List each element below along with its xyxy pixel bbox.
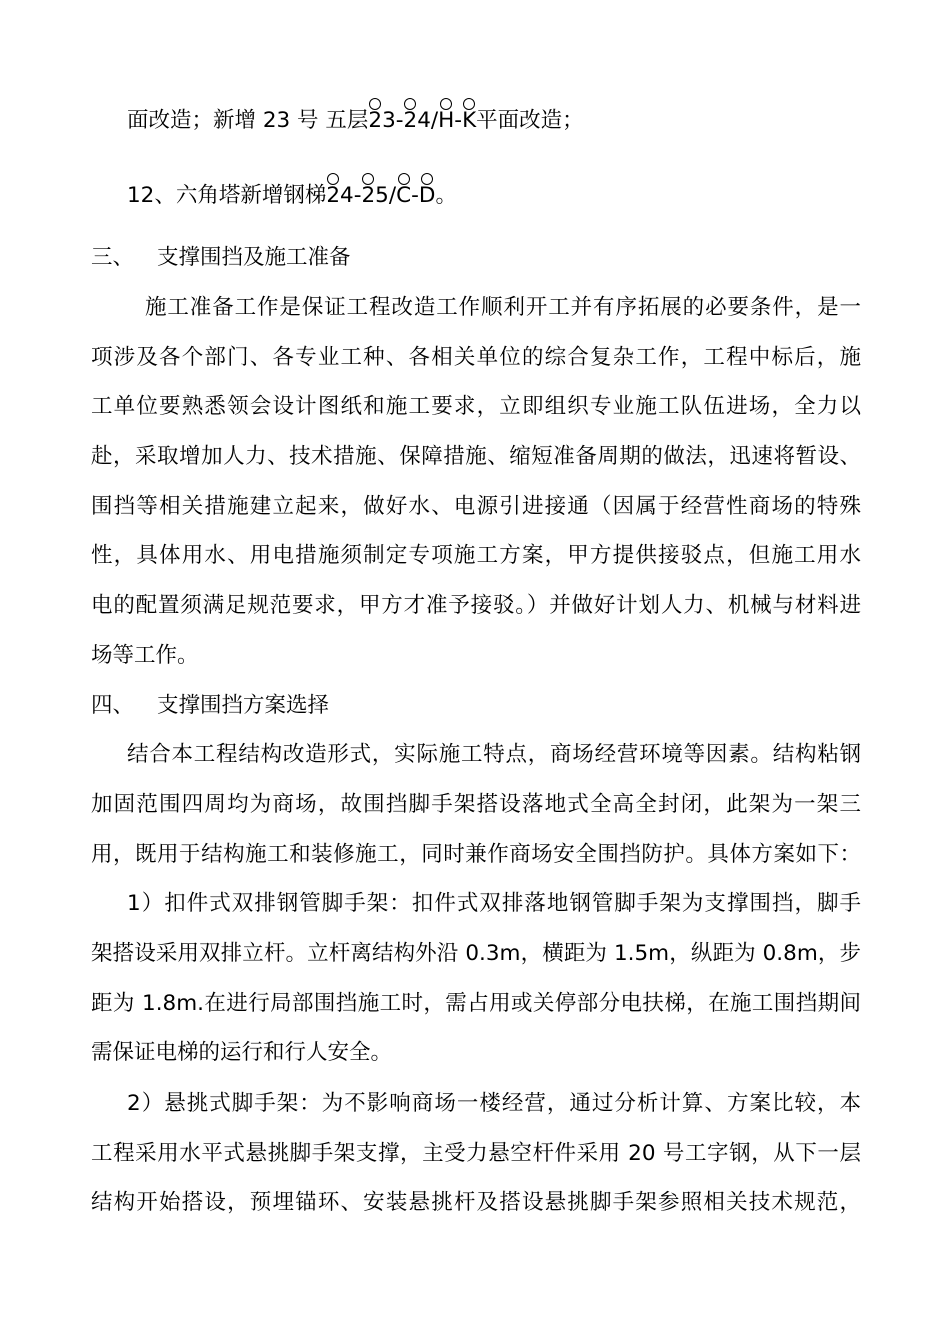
list-item-line: 工程采用水平式悬挑脚手架支撑，主受力悬空杆件采用 20 号工字钢，从下一层: [91, 1141, 861, 1166]
paragraph-line: 加固范围四周均为商场，故围挡脚手架搭设落地式全高全封闭，此架为一架三: [91, 792, 861, 817]
axis-marker: C: [396, 183, 412, 208]
text-fragment: 。: [435, 183, 457, 208]
text-fragment: 平面改造；: [476, 108, 584, 133]
paragraph-line: 赴，采取增加人力、技术措施、保障措施、缩短准备周期的做法，迅速将暂设、: [91, 444, 861, 469]
paragraph-line: 用，既用于结构施工和装修施工，同时兼作商场安全围挡防护。具体方案如下：: [91, 842, 861, 867]
list-item-line: 1）扣件式双排钢管脚手架：扣件式双排落地钢管脚手架为支撑围挡，脚手: [127, 891, 861, 916]
axis-marker: 2: [368, 108, 383, 133]
axis-marker: K: [462, 108, 477, 133]
paragraph-line: 项涉及各个部门、各专业工种、各相关单位的综合复杂工作，工程中标后，施: [91, 345, 861, 370]
paragraph-line: 工单位要熟悉领会设计图纸和施工要求，立即组织专业施工队伍进场，全力以: [91, 394, 861, 419]
text-fragment: 12、六角塔新增钢梯: [127, 183, 327, 208]
axis-marker: 2: [403, 108, 418, 133]
paragraph-line: 施工准备工作是保证工程改造工作顺利开工并有序拓展的必要条件，是一: [145, 295, 861, 320]
axis-marker: D: [418, 183, 436, 208]
axis-marker: 2: [361, 183, 376, 208]
section-heading-3: [91, 243, 861, 273]
section-number: 四、: [91, 693, 135, 718]
section-heading-4: [91, 691, 861, 721]
section-title: 支撑围挡及施工准备: [157, 245, 351, 270]
paragraph-line: 性，具体用水、用电措施须制定专项施工方案，甲方提供接驳点，但施工用水: [91, 543, 861, 568]
text-fragment: 3-: [382, 108, 404, 133]
section-title: 支撑围挡方案选择: [157, 693, 330, 718]
paragraph-line: 结合本工程结构改造形式，实际施工特点，商场经营环境等因素。结构粘钢: [127, 742, 861, 767]
text-fragment: -: [411, 183, 419, 208]
list-item-line: 架搭设采用双排立杆。立杆离结构外沿 0.3m，横距为 1.5m，纵距为 0.8m，步: [91, 941, 861, 966]
list-item-line: 结构开始搭设，预埋锚环、安装悬挑杆及搭设悬挑脚手架参照相关技术规范，: [91, 1190, 861, 1215]
text-fragment: 5/: [375, 183, 397, 208]
list-item-line: 距为 1.8m.在进行局部围挡施工时，需占用或关停部分电扶梯，在施工围挡期间: [91, 991, 861, 1016]
list-item-line: 需保证电梯的运行和行人安全。: [91, 1040, 393, 1065]
text-line-2: [127, 181, 861, 211]
axis-marker: 2: [326, 183, 341, 208]
text-fragment: 4/: [417, 108, 439, 133]
axis-marker: H: [438, 108, 455, 133]
text-fragment: -: [454, 108, 463, 133]
paragraph-line: 场等工作。: [91, 643, 199, 668]
list-item-line: 2）悬挑式脚手架：为不影响商场一楼经营，通过分析计算、方案比较，本: [127, 1091, 861, 1116]
paragraph-line: 围挡等相关措施建立起来，做好水、电源引进接通（因属于经营性商场的特殊: [91, 494, 861, 519]
text-line-1: [127, 106, 861, 136]
text-fragment: 4-: [340, 183, 362, 208]
section-number: 三、: [91, 245, 135, 270]
text-fragment: 面改造；新增 23 号 五层: [127, 108, 369, 133]
paragraph-line: 电的配置须满足规范要求，甲方才准予接驳。）并做好计划人力、机械与材料进: [91, 593, 861, 618]
